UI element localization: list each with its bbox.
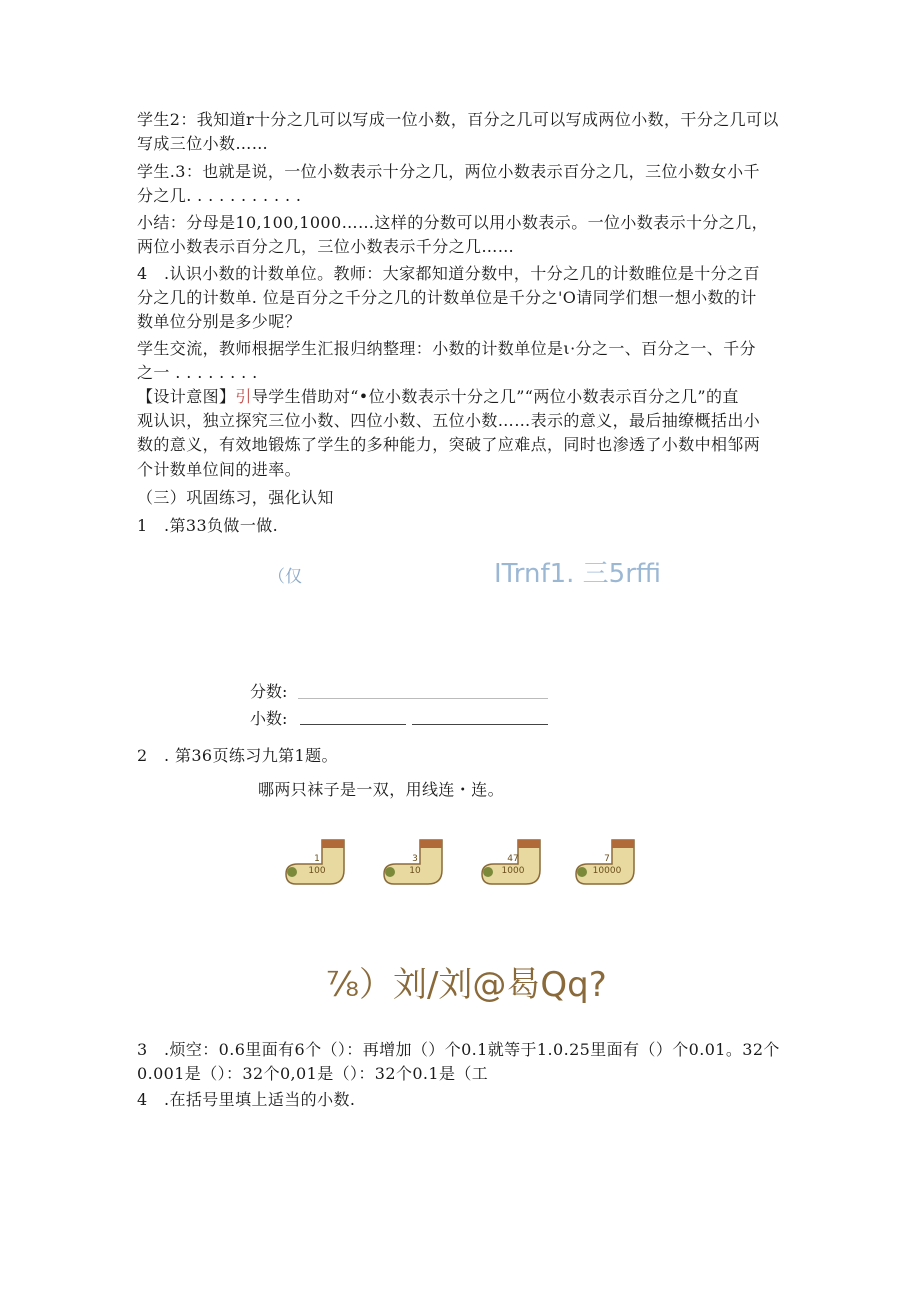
exercise4-title: 4 .在括号里填上适当的小数. xyxy=(137,1090,356,1109)
sock-denominator: 10 xyxy=(409,866,421,876)
paragraph-line: 数的意义，有效地锻炼了学生的多种能力，突破了应难点，同时也渗透了小数中相邹两 xyxy=(137,435,761,454)
handwritten-answer: ⅞）刘/刘@曷Qq? xyxy=(326,965,607,1005)
paragraph-line: 个计数单位间的进率。 xyxy=(137,460,302,479)
paragraph-line: 学生.3：也就是说，一位小数表示十分之几，两位小数表示百分之几，三位小数女小千 xyxy=(137,162,760,181)
design-intent-line xyxy=(137,385,739,409)
paragraph-line: 数单位分别是多少呢？ xyxy=(137,312,302,331)
paragraph-line: 分之几. . . . . . . . . . . xyxy=(137,186,302,205)
design-intent-text: 导学生借助对“•位小数表示十分之几”“两位小数表示百分之几”的直 xyxy=(251,387,739,406)
exercise2-title: 2 . 第36页练习九第1题。 xyxy=(137,746,338,765)
socks-figure xyxy=(282,836,642,892)
paragraph-line: 小结：分母是10,100,1000……这样的分数可以用小数表示。一位小数表示十分之几， xyxy=(137,213,768,232)
sock-4 xyxy=(572,836,642,888)
figure1-left-label: （仅 xyxy=(268,567,302,587)
sock-denominator: 100 xyxy=(308,866,326,876)
sock-denominator: 1000 xyxy=(501,866,525,876)
fraction-blank xyxy=(298,698,548,699)
decimal-field-label: 小数: xyxy=(250,709,288,728)
sock-denominator: 10000 xyxy=(592,866,622,876)
exercise3-line: 3 .烦空：0.6里面有6个（）：再增加（）个0.1就等于1.0.25里面有（）个0.01。32个 xyxy=(137,1040,780,1059)
paragraph-line: 学生交流，教师根据学生汇报归纳整理：小数的计数单位是ι·分之一、百分之一、千分 xyxy=(137,339,756,358)
sock-numerator: 47 xyxy=(507,854,519,864)
paragraph-line: 学生2：我知道r十分之几可以写成一位小数，百分之几可以写成两位小数，干分之几可以 xyxy=(137,110,779,129)
exercise1-title: 1 .第33负做一做. xyxy=(137,516,279,535)
paragraph-line: 分之几的计数单. 位是百分之千分之几的计数单位是千分之'O请同学们想一想小数的计 xyxy=(137,288,757,307)
sock-1 xyxy=(282,836,352,888)
exercise2-instruction: 哪两只袜子是一双，用线连・连。 xyxy=(258,780,505,799)
section-heading: （三）巩固练习，强化认知 xyxy=(137,488,334,507)
paragraph-line: 之一 . . . . . . . . xyxy=(137,363,258,382)
paragraph-line: 4 .认识小数的计数单位。教师：大家都知道分数中，十分之几的计数睢位是十分之百 xyxy=(137,264,760,283)
fraction-field-label: 分数: xyxy=(250,682,288,701)
accent-char: 引 xyxy=(235,387,252,406)
paragraph-line: 观认识，独立探究三位小数、四位小数、五位小数……表示的意义，最后抽缭概括出小 xyxy=(137,411,761,430)
sock-numerator: 1 xyxy=(314,854,320,864)
sock-2 xyxy=(380,836,450,888)
exercise3-line: 0.001是（）：32个0,01是（）：32个0.1是（工 xyxy=(137,1064,489,1083)
decimal-blank-1 xyxy=(300,724,406,725)
paragraph-line: 两位小数表示百分之几，三位小数表示千分之几…… xyxy=(137,237,515,256)
sock-3 xyxy=(478,836,548,888)
figure1-right-label: ITrnf1. 三5rffi xyxy=(494,559,662,589)
decimal-blank-2 xyxy=(412,724,548,725)
paragraph-line: 写成三位小数…… xyxy=(137,134,269,153)
sock-numerator: 7 xyxy=(604,854,610,864)
design-intent-heading: 【设计意图】 xyxy=(137,387,236,406)
sock-numerator: 3 xyxy=(412,854,418,864)
